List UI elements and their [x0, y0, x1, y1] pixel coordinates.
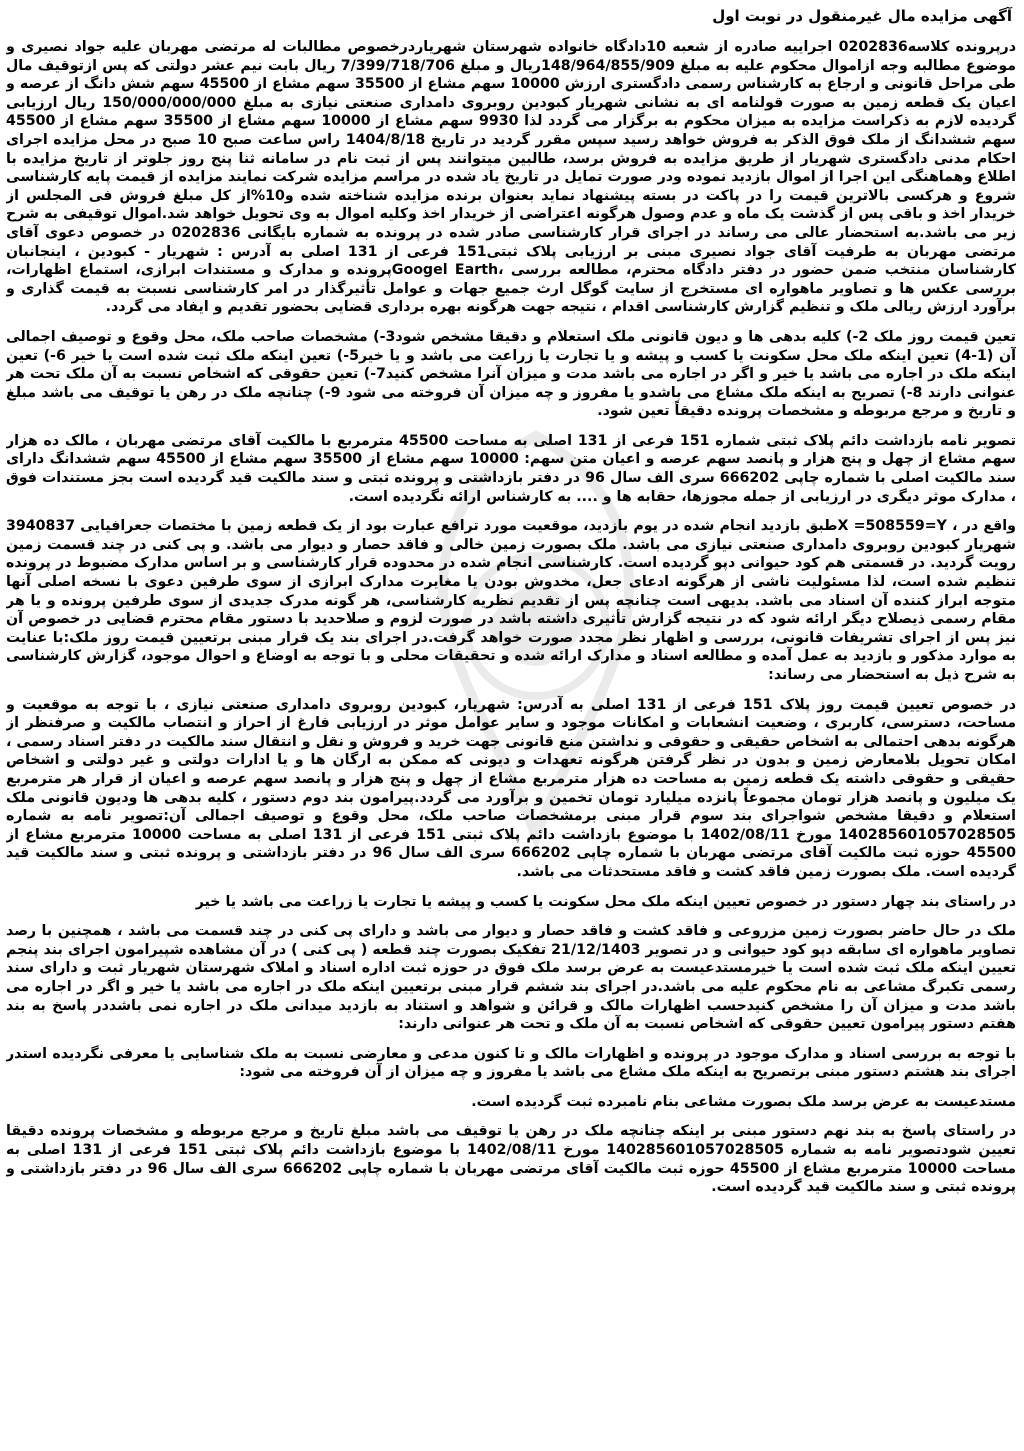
notice-title: آگهی مزایده مال غیرمنقول در نوبت اول [712, 7, 1012, 25]
paragraph-clause-eight: با توجه به بررسی اسناد و مدارک موجود در پرونده و اظهارات مالک و تا کنون مدعی و معارضی نسبت به ملک شناسایی یا معرفی نگردیده استدر اجرای بند هشتم دستور مبنی برتصریح به اینکه ملک مشاع می باشد یا مفروز و چه میزان از آن فروخته می شود: [6, 1045, 1016, 1081]
paragraph-auction-details: درپرونده کلاسه0202836 اجراییه صادره از شعبه 10دادگاه خانواده شهرستان شهریاردرخصوص مطالبات له مرتضی مهربان علیه جواد نصیری و موضوع مطالبه وجه ازاموال محکوم علیه به مبلغ 148/964/855/909ریال و مبلغ 7/399/718/706 ریال بابت نیم عشر دولتی که پس ازتوقیف مال طی مراحل قانونی و ارجاع به کارشناس رسمی دادگستری ارزش 10000 سهم مشاع از 35500 سهم مشاع از 45500 سهم شش دانگ از عرصه و اعیان یک قطعه زمین به صورت قولنامه ای به نشانی شهریار کبودین روبروی دامداری صنعتی نیازی به مبلغ 150/000/000/000 ریال ارزیابی گردیده لازم به ذکراست مزایده به میزان محکوم به برگزار می گردد لذا 9930 سهم مشاع از 10000 سهم مشاع از 35500 سهم مشاع از 45500 سهم ششدانگ از ملک فوق الذکر به فروش خواهد رسید سپس مقرر گردید در تاریخ 1404/8/18 راس ساعت صبح 10 صبح در محل مزایده اجرای احکام مدنی دادگستری شهریار از طریق مزایده به فروش برسد، طالبین میتوانند پس از ثبت نام در سامانه ثنا پنج روز جلوتر از تاریخ مزایده با اطلاع وهماهنگی این اجرا از اموال بازدید نموده ودر صورت تمایل در تاریخ یاد شده در مراسم مزایده شرکت نمایند مزایده از قیمت پایه کارشناسی شروع و هرکسی بالاترین قیمت را در پاکت در بسته پیشنهاد نماید بعنوان برنده مزایده شناخته شده و10%از کل مبلغ فروش فی المجلس از خریدار اخذ و باقی پس از گذشت یک ماه و عدم وصول هرگونه اعتراضی از خریدار اخذ وکلیه اموال به وی تحویل خواهد شد.اموال توقیفی به شرح زیر می باشد.به استحضار عالی می رساند در اجرای قرار کارشناسی صادر شده در پرونده به شماره بایگانی 0202836 در خصوص دعوی آقای مرتضی مهربان به طرفیت آقای جواد نصیری مبنی بر ارزیابی پلاک ثبتی151 فرعی از 131 اصلی به آدرس : شهریار - کبودین ، اینجانبان کارشناسان منتخب ضمن حضور در دفتر دادگاه محترم، مطالعه بررسی ،Googel Earthپرونده و مدارک و مستندات ابرازی، استماع اظهارات، بررسی عکس ها و تصاویر ماهواره ای مستخرج از سایت گوگل ارث جمیع جهات و عوامل تأثیرگذار در امر کارشناسی نسبت به قیمت گذاری و برآورد ارزش ریالی ملک و تنظیم گزارش کارشناسی اقدام ، نتیجه جهت هرگونه بهره برداری قضایی بحضور تقدیم و ایفاد می گردد. [6, 39, 1016, 316]
paragraph-site-inspection: واقع در ، X =508559=Yطبق بازدید انجام شده در یوم بازدید، موقعیت مورد ترافع عبارت بود از یک قطعه زمین با مختصات جعرافیایی 3940837 شهریار کبودین روبروی دامداری صنعتی نیازی می باشد. ملک بصورت زمین خالی و فاقد حصار و دیوار می باشد. و پی کنی در چند قسمت زمین رویت گردید. در قسمتی هم کود حیوانی دپو گردیده است. کارشناسی انجام شده در محدوده قرار کارشناسی و بر اساس مدارک مضبوط در پرونده تنظیم شده است، لذا مسئولیت ناشی از هرگونه ادعای جعل، مخدوش بودن یا مغایرت مدارک ابرازی از سوی طرفین دعوی با نسخه اصلی آنها متوجه ابراز کننده آن اسناد می باشد. بدیهی است چنانچه پس از تقدیم نظریه کارشناسی، هر گونه مدرک جدیدی از سوی طرفین پرونده و یا هر مقام رسمی ذیصلاح دیگر ارائه شود که در نتیجه گزارش تأثیری داشته باشد در صورت لزوم و صلاحدید با دستور مقام محترم قضایی در خصوص آن نیز پس از اجرای تشریفات قانونی، بررسی و اظهار نظر مجدد صورت خواهد گرفت.در اجرای بند یک قرار مبنی برتعیین قیمت روز ملک:با عنایت به موارد مذکور و بازدید به عمل آمده و مطالعه اسناد و مدارک ارائه شده و تحقیقات محلی و با توجه به اوضاع و احوال موجود، گزارش کارشناسی به شرح ذیل به استحضار می رساند: [6, 518, 1016, 683]
paragraph-seizure-letter: تصویر نامه بازداشت دائم پلاک ثبتی شماره 151 فرعی از 131 اصلی به مساحت 45500 مترمربع با مالکیت آقای مرتضی مهربان ، مالک ده هزار سهم مشاع از چهل و پنج هزار و پانصد سهم عرصه و اعیان متن سهم: 10000 سهم مشاع از 35500 سهم مشاع از 45500 سهم ششدانگ دارای سند مالکیت اصلی با شماره چاپی 666202 سری الف سال 96 در دفتر بازداشتی و پرونده ثبتی و سند مالکیت قید گردیده است بجز مستندات فوق ، مدارک موثر دیگری در ارزیابی از جمله مجوزها، حقابه ها و .... به کارشناس ارائه نگردیده است. [6, 432, 1016, 505]
paragraph-price-assessment: در خصوص تعیین قیمت روز پلاک 151 فرعی از 131 اصلی به آدرس: شهریار، کبودین روبروی دامداری صنعتی نیازی ، با توجه به موقعیت و مساحت، دسترسی، کاربری ، وضعیت انشعابات و امکانات موجود و سایر عوامل موثر در ارزیابی فارغ از احراز و انتصاب مالکیت و صرفنظر از هرگونه بدهی احتمالی به اشخاص حقیقی و حقوقی و نداشتن منع قانونی جهت خرید و فروش و نقل و انتقال سند مالکیت در دفتر اسناد رسمی ، امکان تحویل بلامعارض زمین و بدون در نظر گرفتن هرگونه تعهدات و دیونی که ممکن به ارگان ها و یا ادارات دولتی و غیر دولتی و اشخاص حقیقی و حقوقی داشته یک قطعه زمین به مساحت ده هزار مترمربع مشاع از چهل و پنج هزار و پانصد سهم عرصه و اعیان از قرار هر مترمربع یک میلیون و پانصد هزار تومان مجموعاً پانزده میلیارد تومان تخمین و برآورد می گردد.پیرامون بند دوم دستور ، کلیه بدهی ها ودیون قانونی ملک استعلام و دقیقا مشخص شواجرای بند سوم قرار مبنی برمشخصات صاحب ملک، محل وقوع و توصیف اجمالی آن:تصویر نامه به شماره 140285601057028505 مورخ 1402/08/11 با موضوع بازداشت دائم پلاک ثبتی 151 فرعی از 131 اصلی به مساحت 10000 مترمربع مشاع از 45500 حوزه ثبت مالکیت آقای مرتضی مهربان با شماره چاپی 666202 سری الف سال 96 در دفتر بازداشتی و پرونده ثبتی و سند مالکیت قید گردیده است. ملک بصورت زمین فاقد کشت و فاقد مستحدثات می باشد. [6, 696, 1016, 880]
paragraph-joint-ownership: مستدعیست به عرض برسد ملک بصورت مشاعی بنام نامبرده ثبت گردیده است. [471, 1093, 1016, 1110]
paragraph-expert-instructions: تعین قیمت روز ملک 2-) کلیه بدهی ها و دیون قانونی ملک استعلام و دقیقا مشخص شود3-) مشخصات صاحب ملک، محل وقوع و توصیف اجمالی آن (1-4) تعین اینکه ملک محل سکونت یا کسب و پیشه و یا تجارت یا زراعت می باشد و یا خیر5-) تعین اینکه ملک ثبت شده است یا خیر 6-) تعین اینکه ملک در اجاره می باشد یا خیر و اگر در اجاره می باشد مدت و میزان آنرا مشخص کنید7-) تعین حقوقی که اشخاص نسبت به آن ملک تحت هر عنوانی دارند 8-) تصریح به اینکه ملک مشاع می باشدو یا مفروز و چه میزان آن فروخته می شود 9-) چنانچه ملک در رهن یا توقیف می باشد مبلغ و تاریخ و مرجع مربوطه و مشخصات پرونده دقیقاً تعین شود. [6, 328, 1016, 420]
paragraph-clause-four-heading: در راستای بند چهار دستور در خصوص تعیین اینکه ملک محل سکونت یا کسب و پیشه یا تجارت یا زراعت می باشد یا خیر [195, 893, 1016, 910]
paragraph-property-condition: ملک در حال حاضر بصورت زمین مزروعی و فاقد کشت و فاقد حصار و دیوار می باشد و دارای پی کنی در چند قسمت می باشد ، همچنین با رصد تصاویر ماهواره ای سابقه دپو کود حیوانی و در تصویر 21/12/1403 تفکیک بصورت چند قطعه ( پی کنی ) در آن مشاهده شپیرامون اجرای بند پنجم تعیین اینکه ملک ثبت شده است یا خیرمستدعیست به عرض برسد ملک فوق در حوزه ثبت اداره اسناد و املاک شهرستان شهریار ثبت و دارای سند رسمی تکبرگ مشاعی به نام محکوم علیه می باشد.در اجرای بند ششم قرار مبنی برتعیین اینکه ملک در اجاره می باشد یا خیر و اگر در اجاره می باشد مدت و میزان آن را مشخص کنیدحسب اظهارات مالک و قرائن و شواهد و استناد به بازدید میدانی ملک در اجاره نمی باشددر پاسخ به بند هفتم دستور پیرامون تعیین حقوقی که اشخاص نسبت به آن ملک و تحت هر عنوانی دارند: [6, 923, 1016, 1033]
paragraph-clause-nine: در راستای پاسخ به بند نهم دستور مبنی بر اینکه چنانچه ملک در رهن یا توقیف می باشد مبلغ تاریخ و مرجع مربوطه و مشخصات پرونده دقیقا تعیین شودتصویر نامه به شماره 140285601057028505 مورخ 1402/08/11 با موضوع بازداشت دائم پلاک ثبتی 151 فرعی از 131 اصلی به مساحت 10000 مترمربع مشاع از 45500 حوزه ثبت مالکیت آقای مرتضی مهربان با شماره چاپی 666202 سری الف سال 96 در دفتر بازداشتی و پرونده ثبتی و سند مالکیت قید گردیده است. [6, 1123, 1016, 1196]
notice-document [6, 6, 1016, 1446]
